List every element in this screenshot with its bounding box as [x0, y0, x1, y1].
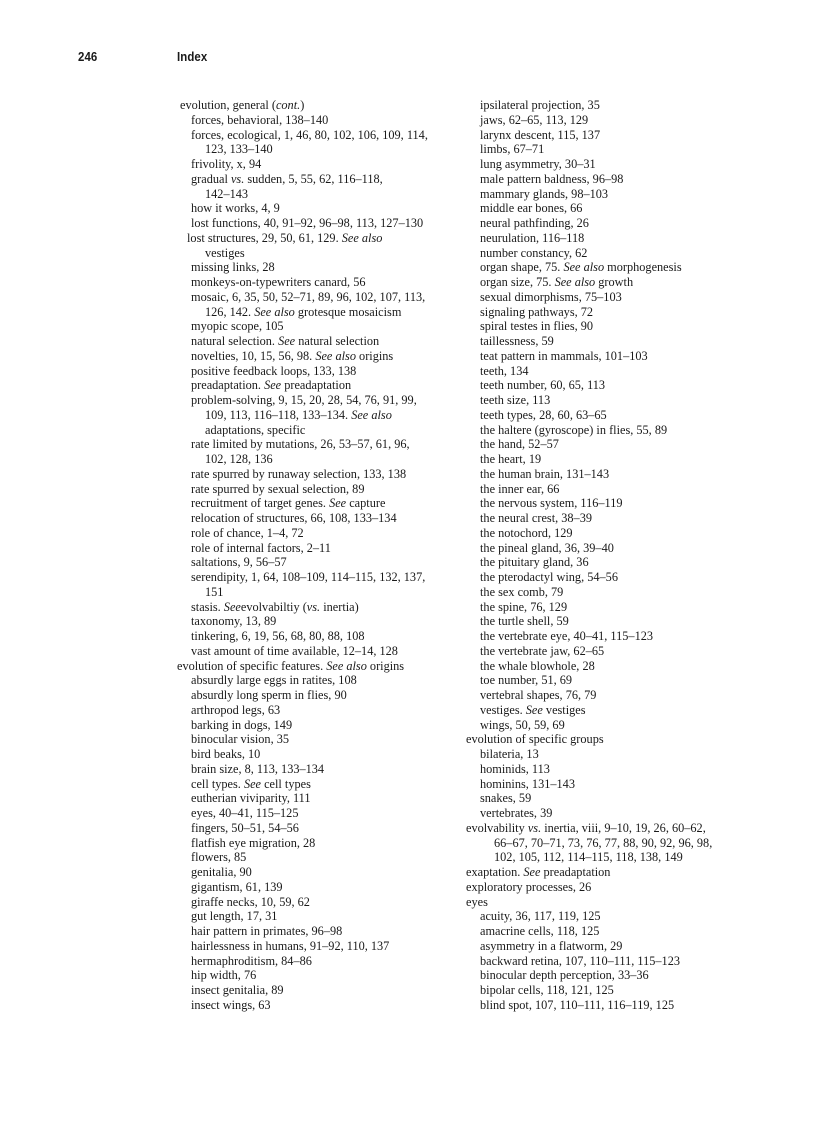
index-subentry: [466, 836, 766, 851]
entry-italic-text: See also: [254, 304, 295, 319]
entry-italic-text: See also: [315, 348, 356, 363]
index-main-entry: [466, 895, 766, 910]
index-subentry: [466, 777, 766, 792]
entry-text: organ size, 75.: [480, 275, 555, 289]
entry-text: 126, 142.: [205, 304, 255, 319]
entry-text: positive feedback loops, 133, 138: [191, 363, 357, 378]
entry-text: origins: [366, 658, 405, 673]
index-subentry: [466, 600, 766, 615]
index-main-entry: [466, 821, 766, 836]
entry-text: frivolity, x, 94: [191, 157, 262, 171]
entry-text: vast amount of time available, 12–14, 128: [191, 643, 398, 658]
index-subentry: [466, 275, 766, 290]
index-subentry: [177, 437, 467, 452]
index-subentry: [177, 998, 467, 1013]
index-subentry: [466, 98, 766, 113]
entry-text: the pineal gland, 36, 39–40: [480, 540, 614, 555]
entry-text: hip width, 76: [191, 968, 257, 983]
entry-text: hermaphroditism, 84–86: [191, 953, 312, 968]
entry-text: bird beaks, 10: [191, 747, 261, 761]
index-subentry: [177, 496, 467, 511]
entry-text: forces, behavioral, 138–140: [191, 112, 329, 127]
index-subentry: [177, 378, 467, 393]
page-number: 246: [78, 49, 98, 64]
index-subentry: [177, 880, 467, 895]
index-subentry: [466, 703, 766, 718]
entry-text: exploratory processes, 26: [466, 879, 592, 894]
index-subentry: [466, 142, 766, 157]
entry-text: tinkering, 6, 19, 56, 68, 80, 88, 108: [191, 629, 365, 643]
index-subentry: [466, 172, 766, 187]
index-subentry: [177, 142, 467, 157]
entry-text: genitalia, 90: [191, 865, 252, 879]
entry-italic-text: See: [243, 776, 262, 791]
entry-text: saltations, 9, 56–57: [191, 555, 287, 570]
index-subentry: [177, 644, 467, 659]
index-subentry: [466, 201, 766, 216]
index-subentry: [177, 482, 467, 497]
index-subentry: [466, 954, 766, 969]
index-subentry: [177, 187, 467, 202]
index-subentry: [466, 629, 766, 644]
index-subentry: [177, 954, 467, 969]
index-subentry: [177, 260, 467, 275]
entry-text: novelties, 10, 15, 56, 98.: [191, 348, 316, 363]
entry-text: preadaptation.: [191, 378, 265, 393]
entry-text: problem-solving, 9, 15, 20, 28, 54, 76, 91, 99,: [191, 393, 417, 407]
index-subentry: [466, 688, 766, 703]
entry-text: adaptations, specific: [205, 422, 306, 437]
index-subentry: [466, 187, 766, 202]
index-subentry: [177, 939, 467, 954]
entry-text: exaptation.: [466, 865, 524, 879]
entry-text: the haltere (gyroscope) in flies, 55, 89: [480, 422, 668, 437]
index-subentry: [177, 673, 467, 688]
index-subentry: [466, 570, 766, 585]
index-subentry: [466, 482, 766, 497]
entry-text: 142–143: [205, 186, 249, 201]
index-subentry: [466, 806, 766, 821]
entry-text: teeth number, 60, 65, 113: [480, 378, 606, 393]
index-subentry: [466, 585, 766, 600]
index-subentry: [177, 688, 467, 703]
entry-text: sudden, 5, 55, 62, 116–118,: [244, 171, 383, 186]
entry-text: the pterodactyl wing, 54–56: [480, 570, 618, 584]
entry-text: larynx descent, 115, 137: [480, 127, 601, 142]
entry-text: vestiges.: [480, 702, 526, 717]
index-subentry: [177, 718, 467, 733]
entry-text: vertebral shapes, 76, 79: [480, 688, 597, 702]
entry-text: hominids, 113: [480, 761, 550, 776]
index-subentry: [177, 850, 467, 865]
entry-text: lung asymmetry, 30–31: [480, 157, 596, 171]
entry-text: absurdly long sperm in flies, 90: [191, 688, 347, 702]
entry-text: the neural crest, 38–39: [480, 511, 592, 525]
entry-text: wings, 50, 59, 69: [480, 717, 565, 732]
index-subentry: [177, 762, 467, 777]
entry-text: capture: [346, 496, 386, 511]
index-subentry: [177, 290, 467, 305]
entry-text: blind spot, 107, 110–111, 116–119, 125: [480, 997, 675, 1012]
entry-text: the hand, 52–57: [480, 437, 559, 452]
entry-text: vestiges: [542, 702, 586, 717]
entry-italic-text: vs.: [230, 171, 245, 186]
entry-text: ): [300, 98, 305, 112]
entry-text: eyes, 40–41, 115–125: [191, 806, 299, 820]
entry-text: the human brain, 131–143: [480, 466, 610, 481]
index-subentry: [177, 526, 467, 541]
entry-text: 123, 133–140: [205, 142, 273, 157]
index-subentry: [177, 629, 467, 644]
index-subentry: [177, 349, 467, 364]
index-subentry: [466, 614, 766, 629]
index-subentry: [466, 496, 766, 511]
entry-text: taillessness, 59: [480, 334, 554, 348]
entry-italic-text: See also: [326, 658, 367, 673]
entry-text: rate spurred by runaway selection, 133, 138: [191, 466, 407, 481]
entry-text: missing links, 28: [191, 260, 275, 275]
entry-text: vestiges: [205, 245, 245, 260]
index-subentry: [177, 275, 467, 290]
index-subentry: [466, 319, 766, 334]
entry-text: middle ear bones, 66: [480, 201, 583, 216]
entry-text: bilateria, 13: [480, 747, 539, 761]
entry-text: 151: [205, 584, 224, 599]
index-subentry: [177, 319, 467, 334]
index-subentry: [177, 216, 467, 231]
index-subentry: [466, 408, 766, 423]
entry-text: the heart, 19: [480, 452, 542, 466]
entry-text: hominins, 131–143: [480, 776, 575, 791]
entry-text: serendipity, 1, 64, 108–109, 114–115, 132, 137,: [191, 570, 426, 584]
entry-text: insect genitalia, 89: [191, 983, 284, 997]
entry-text: cell types.: [191, 776, 244, 791]
index-subentry: [466, 305, 766, 320]
entry-text: 102, 105, 112, 114–115, 118, 138, 149: [494, 850, 683, 865]
index-subentry: [177, 511, 467, 526]
index-subentry: [177, 791, 467, 806]
index-subentry: [177, 305, 467, 320]
index-subentry: [177, 836, 467, 851]
entry-text: morphogenesis: [604, 260, 682, 275]
entry-text: the spine, 76, 129: [480, 599, 568, 614]
entry-text: giraffe necks, 10, 59, 62: [191, 894, 310, 909]
entry-text: natural selection.: [191, 334, 279, 348]
entry-italic-text: cont.: [275, 98, 301, 112]
entry-text: taxonomy, 13, 89: [191, 614, 277, 629]
index-column-right: [466, 98, 766, 1013]
entry-text: teeth, 134: [480, 363, 529, 378]
index-subentry: [466, 260, 766, 275]
index-subentry: [466, 378, 766, 393]
index-subentry: [466, 231, 766, 246]
entry-text: recruitment of target genes.: [191, 496, 330, 511]
index-subentry: [466, 909, 766, 924]
running-title: Index: [177, 49, 208, 64]
entry-text: teeth size, 113: [480, 393, 551, 407]
index-subentry: [466, 998, 766, 1013]
index-subentry: [177, 732, 467, 747]
index-subentry: [466, 659, 766, 674]
entry-text: vertebrates, 39: [480, 806, 553, 820]
entry-text: limbs, 67–71: [480, 142, 545, 157]
entry-text: spiral testes in flies, 90: [480, 319, 594, 334]
entry-text: acuity, 36, 117, 119, 125: [480, 909, 601, 924]
index-subentry: [466, 718, 766, 733]
entry-text: natural selection: [295, 334, 380, 348]
entry-text: the vertebrate eye, 40–41, 115–123: [480, 629, 654, 643]
entry-text: binocular depth perception, 33–36: [480, 968, 649, 983]
entry-text: ipsilateral projection, 35: [480, 98, 600, 112]
entry-text: rate limited by mutations, 26, 53–57, 61, 96,: [191, 437, 410, 452]
entry-text: evolution, general (: [180, 98, 276, 112]
entry-text: how it works, 4, 9: [191, 201, 280, 216]
index-subentry: [177, 821, 467, 836]
entry-text: preadaptation: [540, 865, 611, 879]
entry-italic-text: See also: [341, 230, 383, 245]
entry-italic-text: See: [278, 334, 296, 348]
entry-text: teat pattern in mammals, 101–103: [480, 348, 648, 363]
entry-text: 102, 128, 136: [205, 452, 273, 466]
index-subentry: [177, 408, 467, 423]
entry-text: the whale blowhole, 28: [480, 658, 595, 673]
index-subentry: [177, 924, 467, 939]
entry-text: brain size, 8, 113, 133–134: [191, 761, 325, 776]
entry-italic-text: See also: [554, 275, 596, 289]
index-subentry: [177, 423, 467, 438]
entry-text: role of internal factors, 2–11: [191, 540, 331, 555]
index-subentry: [177, 806, 467, 821]
entry-text: 66–67, 70–71, 73, 76, 77, 88, 90, 92, 96, 98,: [494, 835, 713, 850]
index-subentry: [466, 762, 766, 777]
entry-text: male pattern baldness, 96–98: [480, 171, 624, 186]
entry-text: myopic scope, 105: [191, 319, 284, 334]
index-subentry: [177, 113, 467, 128]
entry-italic-text: See: [523, 865, 541, 879]
entry-text: relocation of structures, 66, 108, 133–134: [191, 511, 397, 525]
index-main-entry: [466, 880, 766, 895]
index-subentry: [177, 747, 467, 762]
index-subentry: [177, 467, 467, 482]
entry-italic-text: See: [223, 599, 241, 614]
index-main-entry: [177, 98, 467, 113]
index-subentry: [177, 246, 467, 261]
entry-text: role of chance, 1–4, 72: [191, 525, 304, 540]
entry-text: grotesque mosaicism: [294, 304, 402, 319]
index-subentry: [177, 172, 467, 187]
entry-text: neural pathfinding, 26: [480, 216, 589, 230]
entry-text: hairlessness in humans, 91–92, 110, 137: [191, 938, 390, 953]
index-subentry: [177, 157, 467, 172]
index-subentry: [177, 614, 467, 629]
entry-text: evolution of specific groups: [466, 732, 604, 747]
index-subentry: [177, 909, 467, 924]
entry-text: neurulation, 116–118: [480, 230, 585, 245]
index-subentry: [177, 334, 467, 349]
entry-text: the inner ear, 66: [480, 481, 560, 496]
entry-text: monkeys-on-typewriters canard, 56: [191, 275, 366, 289]
entry-text: flatfish eye migration, 28: [191, 835, 316, 850]
index-subentry: [466, 850, 766, 865]
index-subentry: [177, 555, 467, 570]
index-subentry: [466, 393, 766, 408]
entry-italic-text: See: [329, 496, 347, 511]
entry-italic-text: vs.: [306, 599, 321, 614]
entry-italic-text: vs.: [527, 820, 542, 835]
entry-text: asymmetry in a flatworm, 29: [480, 938, 623, 953]
index-main-entry: [466, 865, 766, 880]
index-subentry: [177, 703, 467, 718]
entry-text: rate spurred by sexual selection, 89: [191, 481, 365, 496]
entry-text: the vertebrate jaw, 62–65: [480, 643, 605, 658]
entry-text: 109, 113, 116–118, 133–134.: [205, 407, 352, 422]
entry-text: the notochord, 129: [480, 525, 573, 540]
entry-text: barking in dogs, 149: [191, 717, 293, 732]
entry-text: hair pattern in primates, 96–98: [191, 924, 343, 938]
index-column-left: [177, 98, 467, 1013]
entry-text: insect wings, 63: [191, 997, 271, 1012]
entry-text: eutherian viviparity, 111: [191, 791, 311, 806]
index-subentry: [466, 216, 766, 231]
index-subentry: [177, 393, 467, 408]
entry-text: backward retina, 107, 110–111, 115–123: [480, 953, 681, 968]
index-subentry: [466, 526, 766, 541]
entry-text: flowers, 85: [191, 850, 247, 865]
entry-text: forces, ecological, 1, 46, 80, 102, 106, 109, 114,: [191, 127, 428, 142]
entry-text: toe number, 51, 69: [480, 673, 573, 688]
entry-text: stasis.: [191, 599, 224, 614]
entry-italic-text: See: [264, 378, 282, 393]
index-subentry: [466, 334, 766, 349]
entry-text: amacrine cells, 118, 125: [480, 924, 600, 938]
entry-text: bipolar cells, 118, 121, 125: [480, 983, 614, 997]
index-subentry: [177, 452, 467, 467]
entry-text: snakes, 59: [480, 791, 532, 806]
entry-text: organ shape, 75.: [480, 260, 564, 275]
entry-text: fingers, 50–51, 54–56: [191, 820, 299, 835]
index-subentry: [466, 423, 766, 438]
entry-text: the pituitary gland, 36: [480, 555, 589, 570]
index-subentry: [177, 570, 467, 585]
index-subentry: [466, 983, 766, 998]
entry-italic-text: See also: [563, 260, 605, 275]
entry-text: arthropod legs, 63: [191, 702, 281, 717]
index-subentry: [466, 157, 766, 172]
index-subentry: [466, 349, 766, 364]
entry-text: gut length, 17, 31: [191, 909, 278, 924]
entry-text: number constancy, 62: [480, 245, 588, 260]
index-subentry: [466, 452, 766, 467]
index-subentry: [466, 939, 766, 954]
entry-text: inertia, viii, 9–10, 19, 26, 60–62,: [541, 820, 706, 835]
index-subentry: [466, 541, 766, 556]
entry-italic-text: See also: [351, 407, 392, 422]
index-subentry: [177, 983, 467, 998]
entry-text: signaling pathways, 72: [480, 304, 594, 319]
index-subentry: [466, 968, 766, 983]
index-subentry: [177, 541, 467, 556]
index-main-entry: [466, 732, 766, 747]
entry-text: gradual: [191, 171, 231, 186]
entry-text: lost structures, 29, 50, 61, 129.: [187, 230, 342, 245]
index-subentry: [466, 246, 766, 261]
entry-text: eyes: [466, 894, 488, 909]
entry-text: the sex comb, 79: [480, 584, 564, 599]
entry-text: lost functions, 40, 91–92, 96–98, 113, 127–130: [191, 216, 424, 230]
entry-text: cell types: [261, 776, 311, 791]
index-subentry: [177, 895, 467, 910]
index-subentry: [466, 644, 766, 659]
index-subentry: [177, 364, 467, 379]
index-subentry: [177, 968, 467, 983]
entry-text: teeth types, 28, 60, 63–65: [480, 407, 607, 422]
index-subentry: [466, 747, 766, 762]
entry-text: gigantism, 61, 139: [191, 879, 283, 894]
entry-text: evolvabiltiy (: [240, 599, 307, 614]
index-subentry: [177, 231, 467, 246]
entry-text: evolvability: [466, 820, 528, 835]
index-subentry: [466, 364, 766, 379]
index-subentry: [177, 865, 467, 880]
entry-text: the nervous system, 116–119: [480, 496, 623, 511]
entry-text: inertia): [320, 599, 359, 614]
index-main-entry: [177, 659, 467, 674]
index-subentry: [177, 600, 467, 615]
index-subentry: [177, 777, 467, 792]
entry-text: origins: [355, 348, 394, 363]
index-subentry: [466, 673, 766, 688]
index-subentry: [177, 201, 467, 216]
entry-text: mammary glands, 98–103: [480, 186, 609, 201]
index-subentry: [466, 113, 766, 128]
index-subentry: [466, 555, 766, 570]
index-subentry: [466, 290, 766, 305]
entry-text: evolution of specific features.: [177, 658, 327, 673]
index-subentry: [466, 128, 766, 143]
index-subentry: [177, 585, 467, 600]
index-subentry: [466, 467, 766, 482]
entry-text: the turtle shell, 59: [480, 614, 569, 629]
entry-text: growth: [595, 275, 634, 289]
entry-text: absurdly large eggs in ratites, 108: [191, 673, 357, 688]
index-subentry: [466, 511, 766, 526]
entry-text: jaws, 62–65, 113, 129: [480, 112, 589, 127]
entry-text: binocular vision, 35: [191, 732, 290, 747]
index-subentry: [177, 128, 467, 143]
entry-text: sexual dimorphisms, 75–103: [480, 289, 622, 304]
index-subentry: [466, 791, 766, 806]
entry-italic-text: See: [525, 702, 543, 717]
index-subentry: [466, 437, 766, 452]
index-subentry: [466, 924, 766, 939]
entry-text: preadaptation: [281, 378, 352, 393]
entry-text: mosaic, 6, 35, 50, 52–71, 89, 96, 102, 107, 113,: [191, 289, 426, 304]
